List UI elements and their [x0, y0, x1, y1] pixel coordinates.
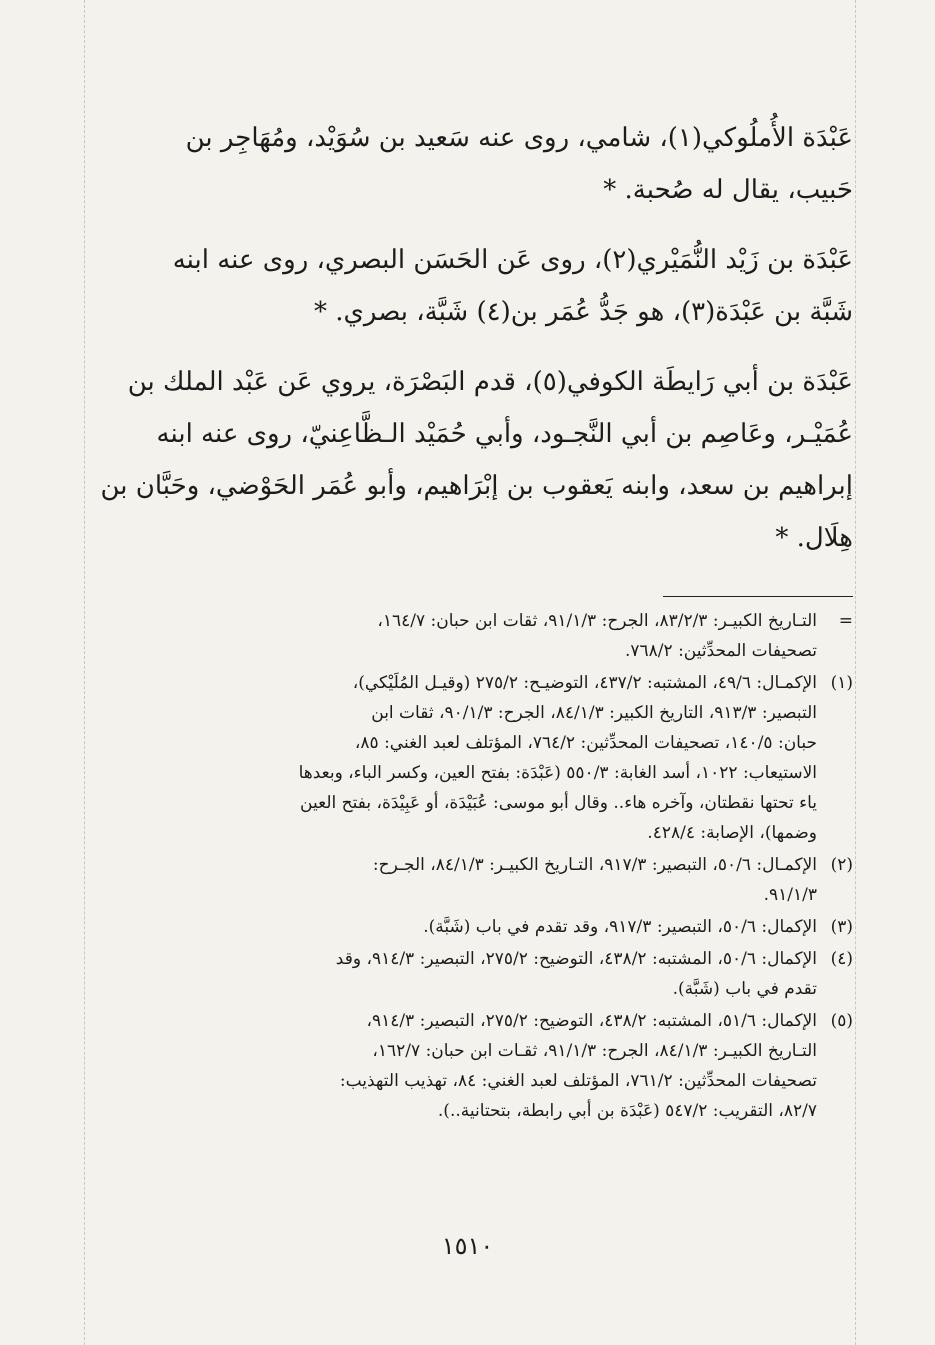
footnote-number: = — [838, 611, 853, 631]
footnote-separator — [663, 596, 853, 597]
entry-line: حَبيب، يقال له صُحبة. * — [603, 175, 853, 205]
main-text — [82, 112, 853, 582]
footnote-line: ٨٢/٧، التقريب: ٥٤٧/٢ (عَبْدَة بن أبي رابطة، بتحتانية..). — [437, 1101, 817, 1121]
footnotes — [82, 606, 853, 1128]
footnote-line: الإكمـال: ٤٩/٦، المشتبه: ٤٣٧/٢، التوضيـح: ٢٧٥/٢ (وقيـل المُلَيْكي)، — [352, 673, 817, 693]
footnote-line: تصحيفات المحدِّثين: ٧٦٨/٢. — [625, 641, 817, 661]
footnote-3 — [82, 912, 853, 942]
footnote-line: التـاريخ الكبيـر: ٨٤/١/٣، الجرح: ٩١/١/٣، ثقـات ابن حبان: ١٦٢/٧، — [372, 1041, 817, 1061]
footnote-line: الإكمال: ٥٠/٦، التبصير: ٩١٧/٣، وقد تقدم في باب (شَبَّة). — [423, 917, 817, 937]
biography-entry-3 — [82, 356, 853, 564]
entry-line: هِلَال. * — [775, 523, 853, 553]
footnote-5 — [82, 1006, 853, 1126]
footnote-1 — [82, 668, 853, 848]
footnote-number: (١) — [830, 673, 853, 693]
footnote-2 — [82, 850, 853, 910]
footnote-line: تقدم في باب (شَبَّة). — [672, 979, 817, 999]
scan-guide-line — [855, 0, 856, 1345]
entry-line: عَبْدَة بن زَيْد النُّمَيْري(٢)، روى عَن الحَسَن البصري، روى عنه ابنه — [172, 245, 853, 275]
footnote-number: (٥) — [830, 1011, 853, 1031]
biography-entry-1 — [82, 112, 853, 216]
entry-line: عُمَيْـر، وعَاصِم بن أبي النَّجـود، وأبي حُمَيْد الـظَّاعِنيّ، روى عنه ابنه — [156, 419, 853, 449]
footnote-number: (٣) — [830, 917, 853, 937]
footnote-line: التبصير: ٩١٣/٣، التاريخ الكبير: ٨٤/١/٣، الجرح: ٩٠/١/٣، ثقات ابن — [371, 703, 817, 723]
footnote-line: التـاريخ الكبيـر: ٨٣/٢/٣، الجرح: ٩١/١/٣، ثقات ابن حبان: ١٦٤/٧، — [377, 611, 817, 631]
footnote-number: (٢) — [830, 855, 853, 875]
footnote-line: وضمها)، الإصابة: ٤٢٨/٤. — [647, 823, 817, 843]
footnote-line: تصحيفات المحدِّثين: ٧٦١/٢، المؤتلف لعبد الغني: ٨٤، تهذيب التهذيب: — [339, 1071, 817, 1091]
entry-line: شَبَّة بن عَبْدَة(٣)، هو جَدُّ عُمَر بن(٤) شَبَّة، بصري. * — [313, 297, 853, 327]
entry-line: إبراهيم بن سعد، وابنه يَعقوب بن إبْرَاهيم، وأبو عُمَر الحَوْضي، وحَبَّان بن — [100, 471, 853, 501]
footnote-line: ياء تحتها نقطتان، وآخره هاء.. وقال أبو موسى: عُبَيْدَة، أو عَبِيْدَة، بفتح العين — [300, 793, 817, 813]
footnote-line: ٩١/١/٣. — [763, 885, 817, 905]
footnote-line: الإكمال: ٥١/٦، المشتبه: ٤٣٨/٢، التوضيح: ٢٧٥/٢، التبصير: ٩١٤/٣، — [366, 1011, 817, 1031]
entry-line: عَبْدَة الأُملُوكي(١)، شامي، روى عنه سَعيد بن سُوَيْد، ومُهَاجِر بن — [185, 123, 853, 153]
page-number: ١٥١٠ — [441, 1232, 494, 1260]
footnote-line: الاستيعاب: ١٠٢٢، أسد الغابة: ٥٥٠/٣ (عَبْدَة: بفتح العين، وكسر الباء، وبعدها — [298, 763, 817, 783]
entry-line: عَبْدَة بن أبي رَايطَة الكوفي(٥)، قدم البَصْرَة، يروي عَن عَبْد الملك بن — [127, 367, 853, 397]
footnote-line: الإكمال: ٥٠/٦، المشتبه: ٤٣٨/٢، التوضيح: ٢٧٥/٢، التبصير: ٩١٤/٣، وقد — [335, 949, 817, 969]
footnote-line: الإكمـال: ٥٠/٦، التبصير: ٩١٧/٣، التـاريخ الكبيـر: ٨٤/١/٣، الجـرح: — [372, 855, 817, 875]
footnote-continued — [82, 606, 853, 666]
footnote-4 — [82, 944, 853, 1004]
biography-entry-2 — [82, 234, 853, 338]
footnote-number: (٤) — [830, 949, 853, 969]
footnote-line: حبان: ١٤٠/٥، تصحيفات المحدِّثين: ٧٦٤/٢، المؤتلف لعبد الغني: ٨٥، — [354, 733, 817, 753]
